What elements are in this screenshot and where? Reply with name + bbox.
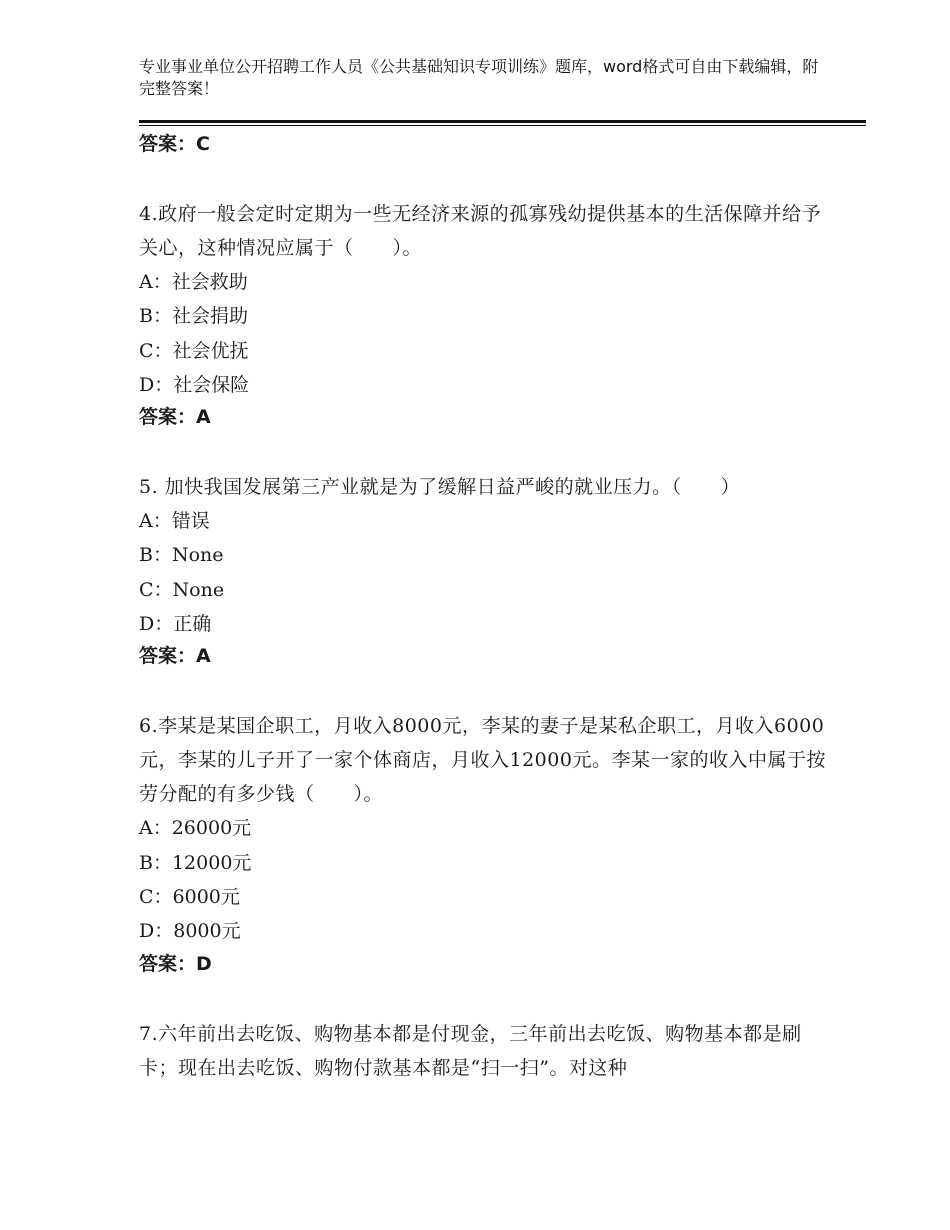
question-list — [139, 129, 829, 1085]
option-c: C：社会优抚 — [139, 339, 249, 362]
option-c: C：6000元 — [139, 885, 240, 908]
page-header: 专业事业单位公开招聘工作人员《公共基础知识专项训练》题库，word格式可自由下载编辑，附完整答案！ — [139, 57, 819, 98]
option-a: A：26000元 — [139, 817, 252, 840]
answer-line: 答案：A — [139, 645, 211, 668]
header-rule-thin — [139, 125, 866, 126]
question-stem: 4.政府一般会定时定期为一些无经济来源的孤寡残幼提供基本的生活保障并给予关心，这种情况应属于（ ）。 — [139, 203, 822, 259]
question-6 — [139, 709, 829, 978]
option-b: B：None — [139, 544, 224, 567]
question-7 — [139, 1017, 829, 1085]
option-d: D：社会保险 — [139, 373, 250, 396]
spacer — [139, 432, 829, 470]
answer-line: 答案：A — [139, 406, 211, 429]
question-5 — [139, 470, 829, 671]
spacer — [139, 671, 829, 709]
option-b: B：社会捐助 — [139, 305, 248, 328]
answer-line: 答案：D — [139, 952, 212, 975]
option-a: A：错误 — [139, 510, 210, 533]
option-c: C：None — [139, 578, 225, 601]
spacer — [139, 979, 829, 1017]
question-stem: 7.六年前出去吃饭、购物基本都是付现金，三年前出去吃饭、购物基本都是刷卡；现在出去吃饭、购物付款基本都是“扫一扫”。对这种 — [139, 1022, 802, 1079]
question-stem: 5. 加快我国发展第三产业就是为了缓解日益严峻的就业压力。（ ） — [139, 476, 741, 499]
question-stem: 6.李某是某国企职工，月收入8000元，李某的妻子是某私企职工，月收入6000元，李某的儿子开了一家个体商店，月收入12000元。李某一家的收入中属于按劳分配的有多少钱（ ）。 — [139, 715, 826, 806]
option-d: D：8000元 — [139, 920, 241, 943]
answer-line: 答案：C — [139, 133, 210, 155]
option-a: A：社会救助 — [139, 271, 248, 293]
question-4 — [139, 197, 829, 432]
option-d: D：正确 — [139, 613, 212, 636]
header-rule-thick — [139, 120, 866, 123]
spacer — [139, 159, 829, 197]
option-b: B：12000元 — [139, 851, 252, 874]
